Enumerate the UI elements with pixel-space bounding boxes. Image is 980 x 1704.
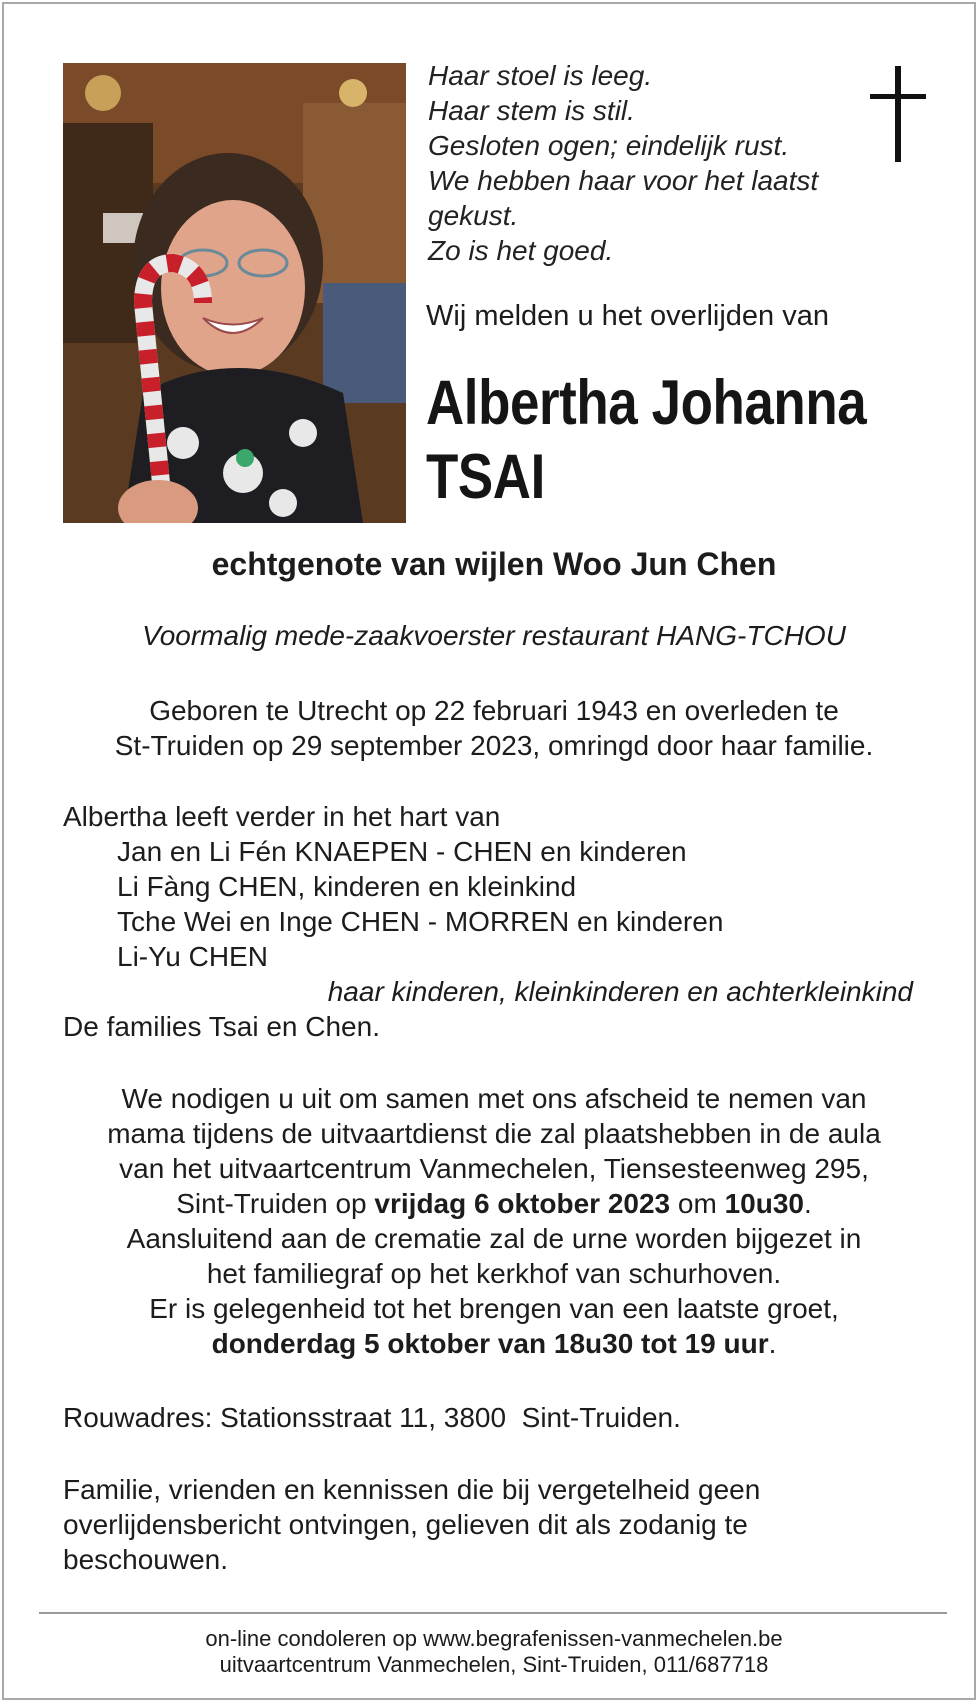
poem-line: Haar stem is stil. (428, 95, 635, 126)
spouse-line: echtgenote van wijlen Woo Jun Chen (211, 546, 777, 582)
families-line: De families Tsai en Chen. (63, 1011, 380, 1042)
poem-line: gekust. (428, 200, 519, 231)
family-note: Familie, vrienden en kennissen die bij vergetelheid geen overlijdensbericht ontvingen, gelieven dit als zodanig te beschouwen. (63, 1474, 761, 1575)
obituary-card (2, 2, 976, 1700)
invite-text: . (768, 1328, 777, 1359)
footer (4, 1626, 980, 1678)
invite-text: . (803, 1188, 812, 1219)
visitation-time: donderdag 5 oktober van 18u30 tot 19 uur (211, 1328, 769, 1359)
birth-death-details (4, 693, 980, 763)
invite-line (4, 1326, 980, 1361)
cross-icon (870, 66, 926, 162)
survivor-entry: Jan en Li Fén KNAEPEN - CHEN en kinderen (117, 836, 687, 867)
portrait-photo (63, 63, 406, 523)
invite-line: mama tijdens de uitvaartdienst die zal plaatshebben in de aula (107, 1118, 881, 1149)
poem (428, 58, 868, 268)
survivor-entry: Tche Wei en Inge CHEN - MORREN en kinderen (117, 906, 724, 937)
poem-line: Gesloten ogen; eindelijk rust. (428, 130, 790, 161)
poem-line: Haar stoel is leeg. (428, 60, 653, 91)
invite-text: om (670, 1188, 725, 1219)
deceased-first-names: Albertha Johanna (426, 368, 867, 438)
birth-death-line: St-Truiden op 29 september 2023, omringd door haar familie. (114, 730, 874, 761)
footer-divider (39, 1612, 947, 1614)
invite-line: We nodigen u uit om samen met ons afscheid te nemen van (121, 1083, 867, 1114)
survivors-lead: Albertha leeft verder in het hart van (63, 801, 501, 832)
announcement-intro: Wij melden u het overlijden van (426, 300, 829, 332)
invite-text: Sint-Truiden op (176, 1188, 375, 1219)
survivors-signature: haar kinderen, kleinkinderen en achterkleinkind (327, 976, 913, 1007)
survivors-list (63, 799, 943, 1044)
invite-line: Aansluitend aan de crematie zal de urne worden bijgezet in (126, 1223, 862, 1254)
invite-line: van het uitvaartcentrum Vanmechelen, Tiensesteenweg 295, (119, 1153, 869, 1184)
birth-death-line: Geboren te Utrecht op 22 februari 1943 en overleden te (149, 695, 839, 726)
deceased-name (426, 366, 866, 514)
invite-line: het familiegraf op het kerkhof van schurhoven. (206, 1258, 782, 1289)
poem-line: We hebben haar voor het laatst (428, 165, 819, 196)
former-role: Voormalig mede-zaakvoerster restaurant HANG-TCHOU (142, 620, 846, 651)
invite-line (4, 1186, 980, 1221)
survivor-entry: Li-Yu CHEN (117, 941, 268, 972)
deceased-surname: TSAI (426, 442, 545, 512)
funeral-invitation (4, 1081, 980, 1361)
condolence-link[interactable]: on-line condoleren op www.begrafenissen-vanmechelen.be (205, 1626, 783, 1651)
invite-line: Er is gelegenheid tot het brengen van een laatste groet, (149, 1293, 839, 1324)
service-date: vrijdag 6 oktober 2023 (374, 1188, 671, 1219)
survivor-entry: Li Fàng CHEN, kinderen en kleinkind (117, 871, 577, 902)
funeral-home-contact: uitvaartcentrum Vanmechelen, Sint-Truiden, 011/687718 (219, 1652, 769, 1677)
mourning-address: Rouwadres: Stationsstraat 11, 3800 Sint-Truiden. (63, 1402, 681, 1433)
service-time: 10u30 (724, 1188, 804, 1219)
poem-line: Zo is het goed. (428, 235, 614, 266)
